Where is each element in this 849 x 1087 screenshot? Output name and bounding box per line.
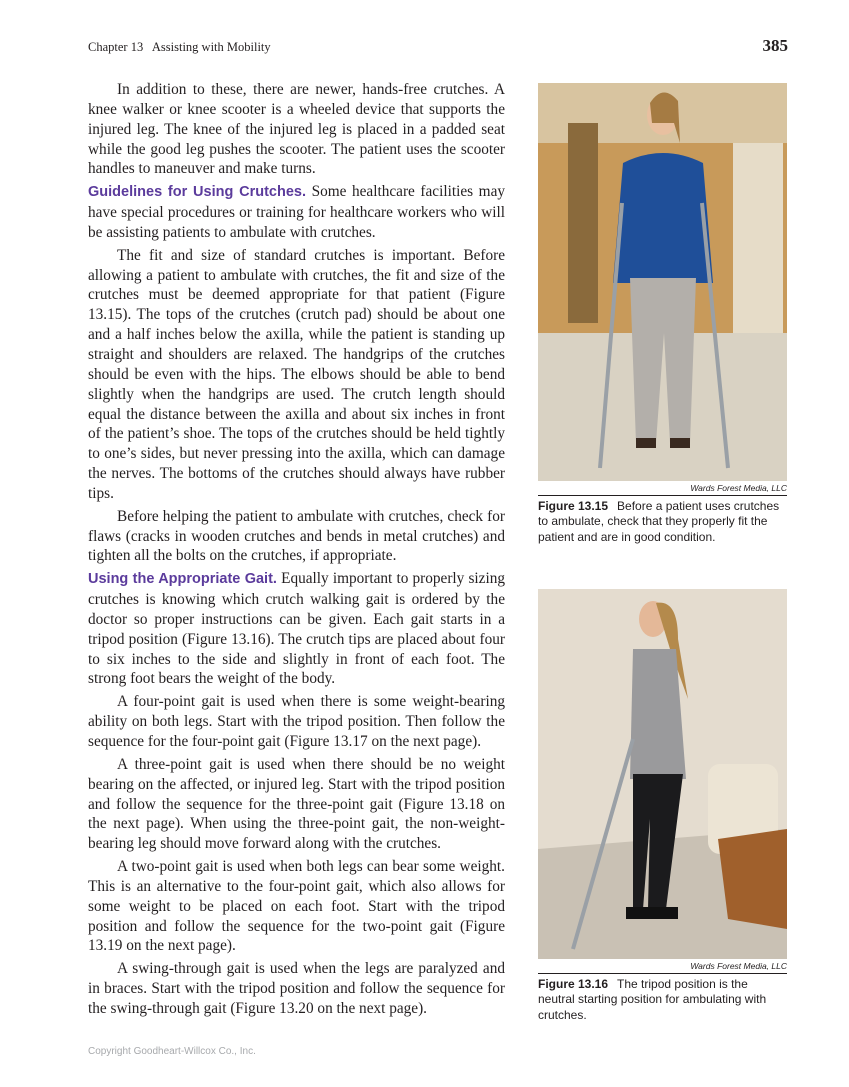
running-header: Chapter 13 Assisting with Mobility [88,40,271,54]
paragraph: The fit and size of standard crutches is important. Before allowing a patient to ambulate with crutches, the fit and size of the crutches must be deemed appropriate for that patient (Figure 13.15). The tops of the crutches (crutch pad) should be about one and a half inches below the axilla, while the patient is standing up straight and shoulders are relaxed. The handgrips of the crutches should be even with the hips. The elbows should be able to bend slightly when the handgrips are used. The crutch length should equal the distance between the axilla and about six inches in front of the patient’s shoe. The tops of the crutches should be held tightly to one’s sides, but never pressing into the axilla, which can damage the nerves. The bottoms of the crutches should always have rubber tips. [88,246,505,502]
body-text [88,80,505,1022]
figure-label: Figure 13.16 [538,977,609,991]
paragraph: A swing-through gait is used when the legs are paralyzed and in braces. Start with the tripod position and follow the sequence for the swing-through gait (Figure 13.20 on the next page). [88,960,505,1017]
photo-credit: Wards Forest Media, LLC [538,959,787,974]
caption-text: The tripod position is the neutral starting position for ambulating with crutches. [538,977,767,1022]
paragraph [88,182,505,243]
section-heading: Guidelines for Using Crutches. [88,184,306,201]
copyright-footer: Copyright Goodheart-Willcox Co., Inc. [88,1046,256,1057]
section-heading: Using the Appropriate Gait. [88,571,277,588]
paragraph: Before helping the patient to ambulate with crutches, check for flaws (cracks in wooden crutches and bends in metal crutches) and tighten all the bolts on the crutches, if appropriate. [88,507,505,565]
photo-credit: Wards Forest Media, LLC [538,481,787,496]
figure-caption [538,499,787,545]
page-number: 385 [762,36,788,55]
figure-13-15 [538,83,787,545]
figure-13-16 [538,589,787,1023]
figure-caption [538,977,787,1023]
paragraph-text: Some healthcare facilities may have special procedures or training for healthcare workers who will be assisting patients to ambulate with crutches. [88,183,506,241]
paragraph: A two-point gait is used when both legs can bear some weight. This is an alternative to the four-point gait, which also allows for some weight to be placed on each foot. Start with the tripod position and follow the sequence for the two-point gait (Figure 13.19 on the next page). [88,858,505,955]
figure-label: Figure 13.15 [538,499,609,513]
paragraph [88,569,505,689]
photo-tripod-position [538,589,787,959]
paragraph: A three-point gait is used when there should be no weight bearing on the affected, or injured leg. Start with the tripod position and follow the sequence for the three-point gait (Figure 13.18 on the next page). When using the three-point gait, the non-weight-bearing leg should move forward along with the crutches. [88,755,505,853]
paragraph: In addition to these, there are newer, hands-free crutches. A knee walker or knee scooter is a wheeled device that supports the injured leg. The knee of the injured leg is placed in a padded seat while the good leg pushes the scooter. The patient uses the scooter handles to maneuver and make turns. [88,81,505,178]
paragraph-text: Equally important to properly sizing crutches is knowing which crutch walking gait is ordered by the doctor so proper instructions can be given. Each gait starts in a tripod position (Figure 13.16). The crutch tips are placed about four to six inches to the side and slightly in front of each foot. The strong foot bears the weight of the body. [88,570,506,688]
caption-text: Before a patient uses crutches to ambulate, check that they properly fit the patient and are in good condition. [538,499,780,544]
photo-patient-with-crutches [538,83,787,481]
paragraph: A four-point gait is used when there is some weight-bearing ability on both legs. Start with the tripod position. Then follow the sequence for the four-point gait (Figure 13.17 on the next page). [88,693,505,750]
